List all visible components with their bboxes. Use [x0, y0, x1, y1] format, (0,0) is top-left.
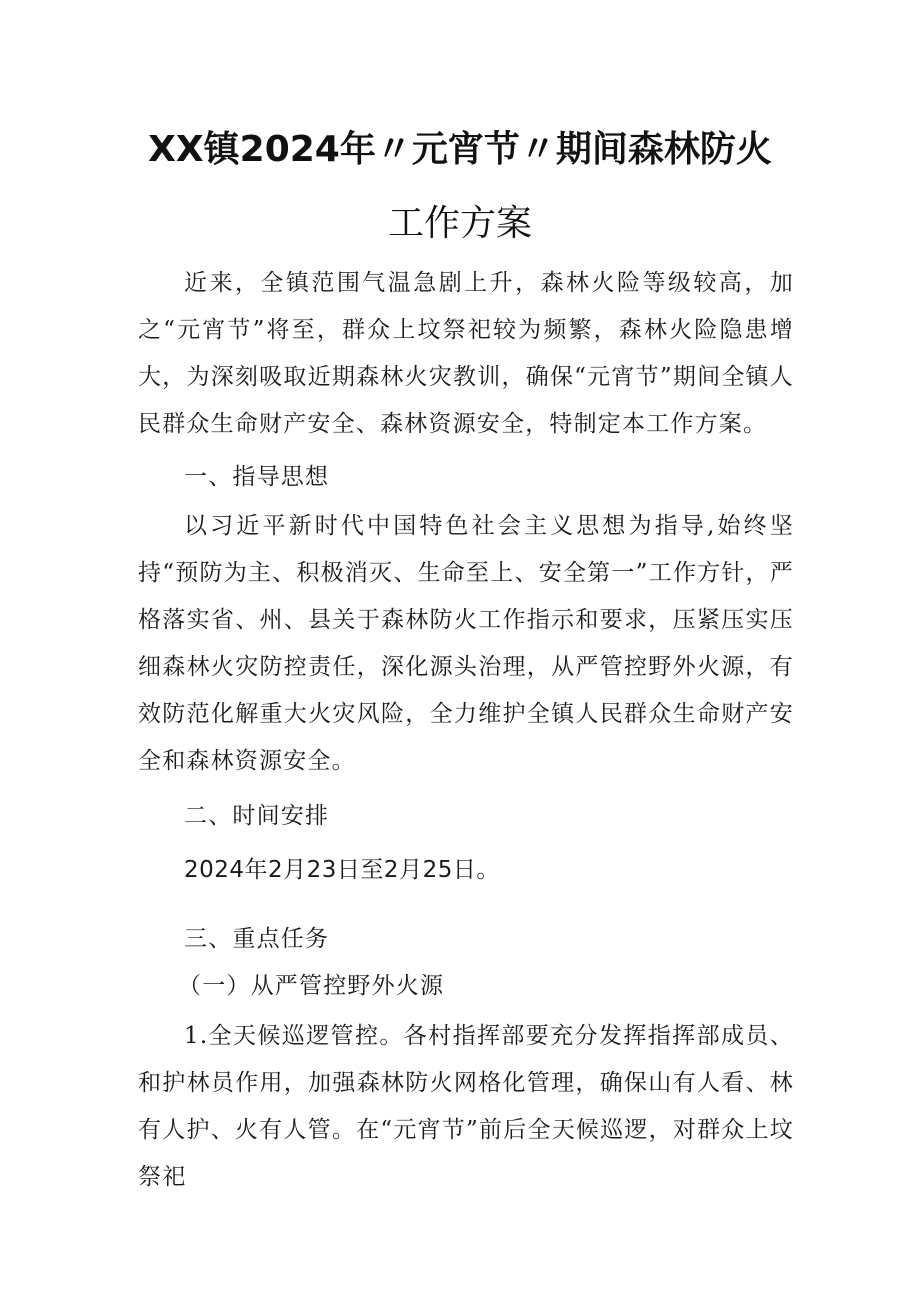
task-item-1-paragraph: 1.全天候巡逻管控。各村指挥部要充分发挥指挥部成员、和护林员作用，加强森林防火网格化管理，确保山有人看、林有人护、火有人管。在“元宵节”前后全天候巡逻，对群众上坟祭祀	[138, 1023, 794, 1190]
guiding-thought-paragraph: 以习近平新时代中国特色社会主义思想为指导,始终坚持“预防为主、积极消灭、生命至上、安全第一”工作方针，严格落实省、州、县关于森林防火工作指示和要求，压紧压实压细森林火灾防控责任，深化源头治理，从严管控野外火源，有效防范化解重大火灾风险，全力维护全镇人民群众生命财产安全和森林资源安全。	[138, 513, 794, 774]
section-heading-schedule: 二、时间安排	[184, 803, 330, 829]
section-heading-key-tasks: 三、重点任务	[184, 926, 330, 952]
subsection-heading-fire-control: （一）从严管控野外火源	[178, 973, 445, 999]
document-title-line1: XX镇2024年〃元宵节〃期间森林防火	[148, 129, 772, 170]
intro-paragraph: 近来，全镇范围气温急剧上升，森林火险等级较高，加之“元宵节”将至，群众上坟祭祀较为频繁，森林火险隐患增大，为深刻吸取近期森林火灾教训，确保“元宵节”期间全镇人民群众生命财产安全、森林资源安全，特制定本工作方案。	[138, 270, 794, 437]
schedule-date-paragraph: 2024年2月23日至2月25日。	[184, 857, 500, 883]
document-title-line2: 工作方案	[387, 203, 532, 244]
section-heading-guiding-thought: 一、指导思想	[184, 464, 330, 490]
